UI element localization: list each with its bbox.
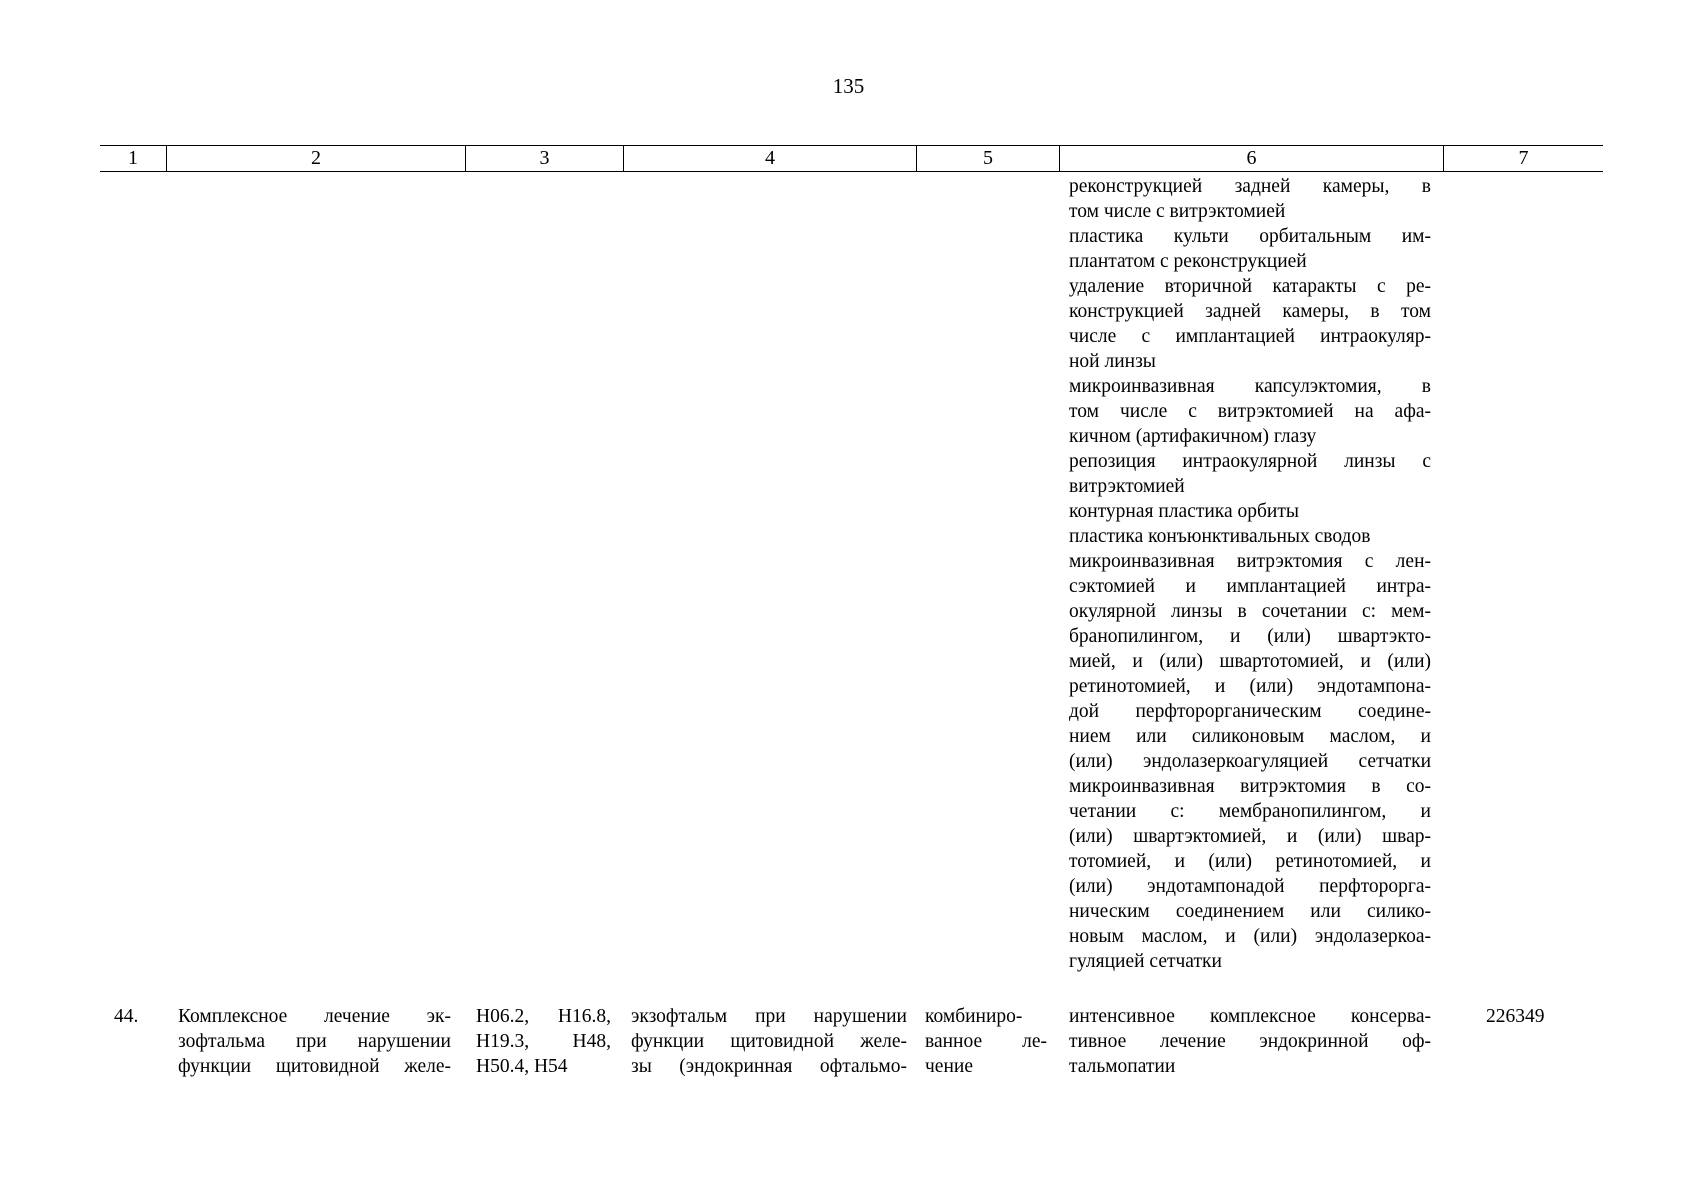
text-line: H19.3, H48,: [476, 1031, 611, 1052]
text-line: тивное лечение эндокринной оф-: [1069, 1031, 1431, 1052]
text-line: функции щитовидной желе-: [631, 1031, 907, 1052]
text-line: микроинвазивная капсулэктомия, в: [1069, 376, 1431, 397]
text-line: (или) эндолазеркоагуляцией сетчатки: [1069, 751, 1431, 772]
text-line: ванное ле-: [925, 1031, 1047, 1052]
text-line: зофтальма при нарушении: [178, 1031, 451, 1052]
column-header-6: 6: [1059, 146, 1443, 172]
text-line: удаление вторичной катаракты с ре-: [1069, 276, 1431, 297]
text-line: ническим соединением или силико-: [1069, 901, 1431, 922]
cost-cell: 226349: [1486, 1006, 1545, 1027]
text-line: микроинвазивная витрэктомия в со-: [1069, 776, 1431, 797]
text-line: пластика культи орбитальным им-: [1069, 226, 1431, 247]
column-header-3: 3: [465, 146, 623, 172]
text-line: четании с: мембранопилингом, и: [1069, 801, 1431, 822]
text-line: плантатом с реконструкцией: [1069, 251, 1307, 272]
text-line: том числе с витрэктомией на афа-: [1069, 401, 1431, 422]
column-header-1: 1: [128, 147, 138, 169]
text-line: (или) швартэктомией, и (или) швар-: [1069, 826, 1431, 847]
text-line: витрэктомией: [1069, 476, 1185, 497]
text-line: (или) эндотампонадой перфторорга-: [1069, 876, 1431, 897]
text-line: ной линзы: [1069, 351, 1156, 372]
icd-codes-cell: [476, 1004, 611, 1079]
row-number: 44.: [114, 1006, 139, 1027]
column-header-7: 7: [1443, 146, 1603, 172]
column-header-4: 4: [623, 146, 916, 172]
text-line: реконструкцией задней камеры, в: [1069, 176, 1431, 197]
text-line: том числе с витрэктомией: [1069, 201, 1286, 222]
text-line: новым маслом, и (или) эндолазеркоа-: [1069, 926, 1431, 947]
text-line: сэктомией и имплантацией интра-: [1069, 576, 1431, 597]
continued-methods-cell: [1069, 174, 1431, 974]
text-line: функции щитовидной желе-: [178, 1056, 451, 1077]
patient-model-cell: [631, 1004, 907, 1079]
text-line: чение: [925, 1056, 973, 1077]
text-line: Комплексное лечение эк-: [178, 1006, 451, 1027]
text-line: мией, и (или) швартотомией, и (или): [1069, 651, 1431, 672]
text-line: пластика конъюнктивальных сводов: [1069, 526, 1371, 547]
text-line: окулярной линзы в сочетании с: мем-: [1069, 601, 1431, 622]
text-line: кичном (артифакичном) глазу: [1069, 426, 1317, 447]
text-line: репозиция интраокулярной линзы с: [1069, 451, 1431, 472]
column-header-5: 5: [916, 146, 1059, 172]
page-number: 135: [832, 74, 865, 98]
text-line: бранопилингом, и (или) швартэкто-: [1069, 626, 1431, 647]
text-line: дой перфторорганическим соедине-: [1069, 701, 1431, 722]
text-line: тотомией, и (или) ретинотомией, и: [1069, 851, 1431, 872]
text-line: зы (эндокринная офтальмо-: [631, 1056, 907, 1077]
text-line: микроинвазивная витрэктомия с лен-: [1069, 551, 1431, 572]
treatment-method-cell: [1069, 1004, 1431, 1079]
treatment-name-cell: [178, 1004, 451, 1079]
text-line: экзофтальм при нарушении: [631, 1006, 907, 1027]
text-line: ретинотомией, и (или) эндотампона-: [1069, 676, 1431, 697]
text-line: интенсивное комплексное консерва-: [1069, 1006, 1431, 1027]
text-line: конструкцией задней камеры, в том: [1069, 301, 1431, 322]
treatment-type-cell: [925, 1004, 1047, 1079]
text-line: комбиниро-: [925, 1006, 1023, 1027]
text-line: H50.4, H54: [476, 1056, 568, 1077]
text-line: контурная пластика орбиты: [1069, 501, 1299, 522]
text-line: числе с имплантацией интраокуляр-: [1069, 326, 1431, 347]
text-line: нием или силиконовым маслом, и: [1069, 726, 1431, 747]
text-line: тальмопатии: [1069, 1056, 1176, 1077]
text-line: H06.2, H16.8,: [476, 1006, 611, 1027]
table-header-row: [100, 145, 1603, 172]
text-line: гуляцией сетчатки: [1069, 951, 1222, 972]
column-header-2: 2: [166, 146, 465, 172]
